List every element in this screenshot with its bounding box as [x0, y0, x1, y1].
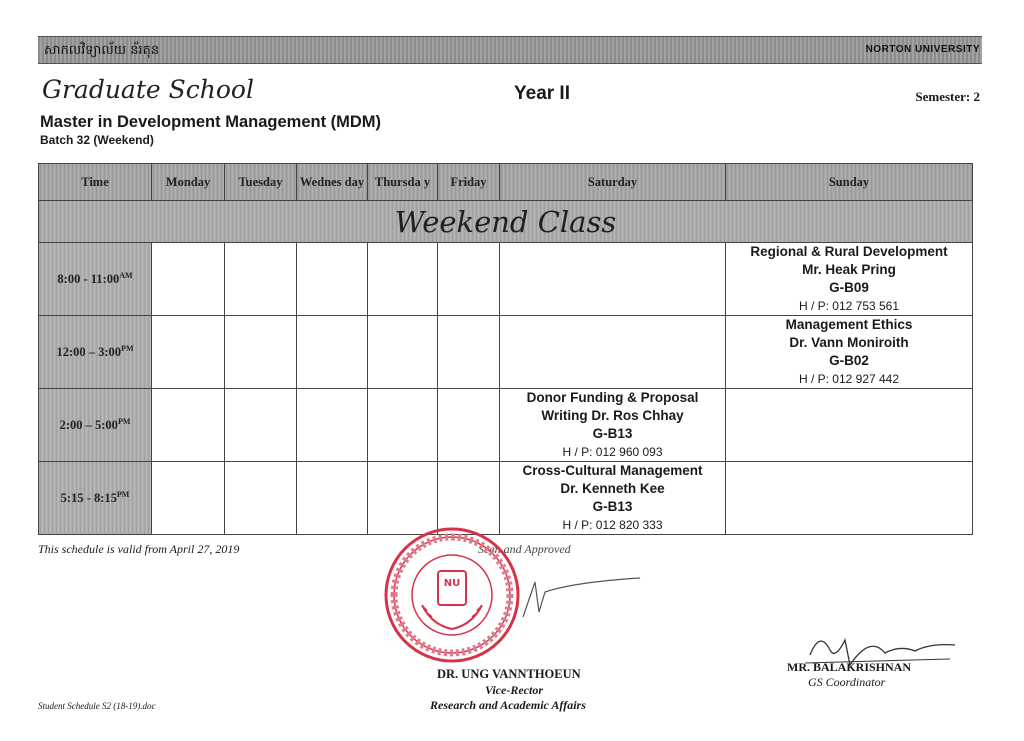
room-number: G-B09 — [829, 280, 869, 295]
header-banner — [38, 36, 982, 64]
table-header-row — [39, 164, 973, 201]
lecturer-name: Mr. Heak Pring — [802, 262, 896, 277]
sunday-course-cell — [726, 316, 973, 389]
table-row — [39, 243, 973, 316]
course-name: Donor Funding & Proposal — [526, 390, 699, 405]
year-label: Year II — [514, 83, 570, 104]
schedule-table — [38, 163, 973, 535]
rector-signature — [515, 572, 645, 622]
validity-note: This schedule is valid from April 27, 2019 — [38, 542, 240, 556]
table-row — [39, 462, 973, 535]
lecturer-phone: H / P: 012 960 093 — [562, 445, 663, 459]
sunday-cell — [726, 462, 973, 535]
semester-label: Semester: 2 — [915, 89, 980, 104]
room-number: G-B13 — [592, 499, 633, 514]
weekend-banner-row — [39, 201, 973, 243]
time-slot: 5:15 - $8:15^{PM}$ — [39, 462, 152, 535]
sunday-course-cell — [726, 243, 973, 316]
saturday-cell — [500, 316, 726, 389]
lecturer-name: Dr. Vann Moniroith — [789, 335, 909, 350]
saturday-course-cell — [500, 462, 726, 535]
document-filename: Student Schedule S2 (18-19).doc — [38, 701, 156, 711]
column-header: Thursda y — [368, 164, 438, 201]
seal-initials: NU — [443, 578, 461, 589]
room-number: G-B02 — [829, 353, 869, 368]
lecturer-phone: H / P: 012 820 333 — [562, 518, 663, 532]
university-seal-stamp — [382, 525, 522, 665]
school-title: Graduate School — [42, 75, 254, 104]
university-name: NORTON UNIVERSITY — [865, 44, 980, 55]
column-header: Time — [39, 164, 152, 201]
course-name: Cross-Cultural Management — [522, 463, 703, 478]
column-header: Sunday — [726, 164, 973, 201]
rector-title: Vice-Rector — [485, 683, 543, 697]
table-row — [39, 316, 973, 389]
column-header: Saturday — [500, 164, 726, 201]
sunday-cell — [726, 389, 973, 462]
column-header: Tuesday — [225, 164, 297, 201]
weekend-class-title: Weekend Class — [394, 204, 617, 239]
lecturer-phone: H / P: 012 753 561 — [798, 299, 900, 313]
rector-department: Research and Academic Affairs — [430, 698, 586, 712]
batch-label: Batch 32 (Weekend) — [40, 133, 154, 147]
coordinator-name: MR. BALAKRISHNAN — [787, 660, 912, 674]
table-row — [39, 389, 973, 462]
saturday-cell — [500, 243, 726, 316]
rector-name: DR. UNG VANNTHOEUN — [437, 667, 581, 681]
course-name: Regional & Rural Development — [750, 244, 948, 259]
time-slot: 2:00 – $5:00^{PM}$ — [39, 389, 152, 462]
time-slot: 8:00 - $11:00^{AM}$ — [39, 243, 152, 316]
khmer-university-name: សាកលវិទ្យាល័យ ន័រតុន — [44, 43, 160, 58]
course-name: Management Ethics — [785, 317, 913, 332]
room-number: G-B13 — [592, 426, 633, 441]
saturday-course-cell — [500, 389, 726, 462]
column-header: Wednes day — [297, 164, 368, 201]
column-header: Friday — [438, 164, 500, 201]
program-title: Master in Development Management (MDM) — [40, 113, 382, 131]
lecturer-phone: H / P: 012 927 442 — [798, 372, 900, 386]
lecturer-name: Writing Dr. Ros Chhay — [541, 408, 684, 423]
coordinator-title: GS Coordinator — [808, 675, 886, 689]
time-slot: 12:00 – $3:00^{PM}$ — [39, 316, 152, 389]
approval-note: Seen and Approved — [478, 542, 571, 556]
column-header: Monday — [152, 164, 225, 201]
lecturer-name: Dr. Kenneth Kee — [560, 481, 665, 496]
